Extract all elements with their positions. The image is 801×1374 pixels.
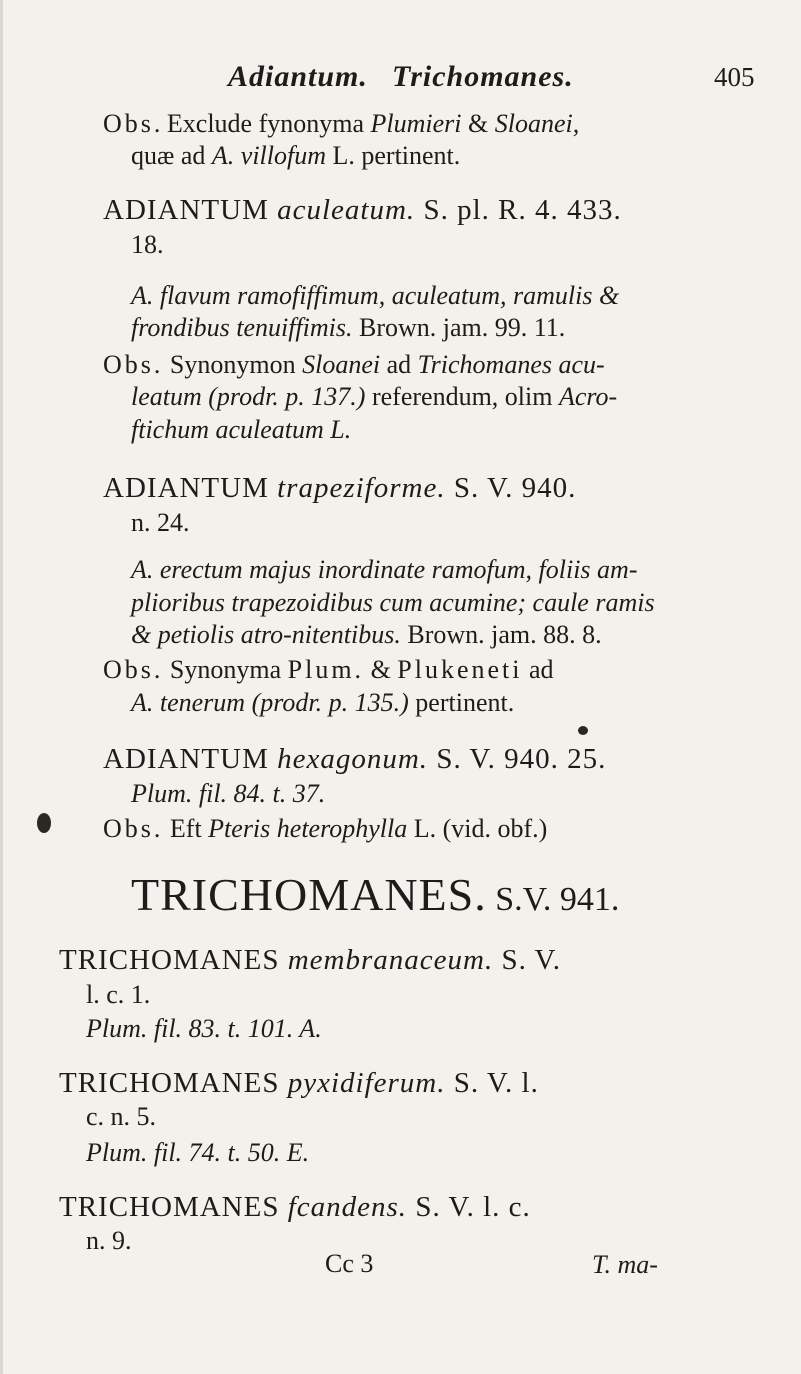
genus-name: ADIANTUM xyxy=(103,194,269,226)
ink-dot xyxy=(578,726,588,735)
section-heading-trichomanes xyxy=(131,869,620,920)
entry-heading-adiantum-trapeziforme xyxy=(103,474,576,503)
species-epithet: hexagonum. xyxy=(277,743,429,775)
obs-aculeatum-line-1 xyxy=(103,352,605,378)
obs-text: L. (vid. obf.) xyxy=(407,814,548,843)
obs-text: Synonyma xyxy=(163,655,288,684)
description-line-3 xyxy=(131,622,602,648)
plumier-reference: Plum. fil. 83. t. 101. A. xyxy=(86,1014,322,1043)
entry-heading-adiantum-aculeatum xyxy=(103,196,622,225)
description-text: frondibus tenuiffimis. xyxy=(131,313,353,342)
plumier-reference: Plum. fil. 74. t. 50. E. xyxy=(86,1138,310,1167)
reference: leatum (prodr. p. 137.) xyxy=(131,382,366,411)
obs-text: pertinent. xyxy=(408,688,515,717)
signature-mark: Cc 3 xyxy=(325,1249,374,1278)
description-line-1: A. flavum ramofiffimum, aculeatum, ramulis & xyxy=(131,281,620,310)
obs-line-1 xyxy=(103,111,579,137)
entry-heading-trichomanes-scandens xyxy=(59,1193,531,1222)
obs-text: ad xyxy=(522,655,554,684)
obs-text: Synonymon xyxy=(163,350,303,379)
species-epithet: aculeatum. xyxy=(277,194,416,226)
obs-text: Eft xyxy=(163,814,209,843)
heading-reference: S. V. 940. xyxy=(445,472,577,504)
author-name: Plum. xyxy=(287,655,365,684)
small-caps-run: bs xyxy=(124,109,154,138)
small-caps-run: O xyxy=(103,109,125,138)
reference: A. tenerum (prodr. p. 135.) xyxy=(131,688,409,717)
page-number: 405 xyxy=(714,62,755,92)
italic-run: Sloanei, xyxy=(494,109,580,138)
catchword: T. ma- xyxy=(592,1250,658,1279)
obs-label: Obs. xyxy=(103,655,164,684)
ink-blot xyxy=(37,813,51,833)
citation: Brown. jam. 99. 11. xyxy=(352,313,566,342)
obs-trapeziforme-line-2 xyxy=(131,690,514,716)
description-line-1: A. erectum majus inordinate ramofum, foliis am- xyxy=(131,555,638,584)
heading-continuation: n. 9. xyxy=(86,1226,132,1255)
obs-text: referendum, olim xyxy=(365,382,559,411)
obs-trapeziforme-line-1 xyxy=(103,657,554,683)
taxon-name: Trichomanes acu- xyxy=(417,350,605,379)
text-run: L. pertinent. xyxy=(325,141,461,170)
species-epithet: membranaceum. xyxy=(287,944,494,976)
description-text: & petiolis atro-nitentibus. xyxy=(131,620,401,649)
page-edge-shadow xyxy=(0,0,3,1374)
obs-label: Obs. xyxy=(103,350,164,379)
obs-text: ad xyxy=(380,350,418,379)
text-run: quæ ad xyxy=(131,141,212,170)
description-line-2 xyxy=(131,315,565,341)
heading-continuation: 18. xyxy=(131,230,164,259)
heading-continuation: c. n. 5. xyxy=(86,1102,157,1131)
obs-aculeatum-line-3: ftichum aculeatum L. xyxy=(131,415,352,444)
genus-name: ADIANTUM xyxy=(103,743,269,775)
taxon-name: Pteris heterophylla xyxy=(208,814,408,843)
italic-run: Plumieri xyxy=(370,109,462,138)
italic-run: A. villofum xyxy=(211,141,326,170)
text-run: & xyxy=(461,109,495,138)
section-reference: S.V. 941. xyxy=(486,881,620,918)
obs-line-2 xyxy=(131,143,460,169)
genus-name: TRICHOMANES xyxy=(59,1191,280,1223)
entry-heading-adiantum-hexagonum xyxy=(103,745,606,774)
genus-name: ADIANTUM xyxy=(103,472,269,504)
heading-continuation: n. 24. xyxy=(131,508,190,537)
heading-reference: S. pl. R. 4. 433. xyxy=(415,194,622,226)
obs-label: Obs. xyxy=(103,814,164,843)
genus-name: TRICHOMANES xyxy=(59,1067,280,1099)
species-epithet: pyxidiferum. xyxy=(287,1067,446,1099)
text-run: . Exclude fynonyma xyxy=(153,109,371,138)
author-name: Sloanei xyxy=(302,350,381,379)
citation: Brown. jam. 88. 8. xyxy=(400,620,602,649)
entry-heading-trichomanes-membranaceum xyxy=(59,946,561,975)
species-epithet: fcandens. xyxy=(287,1191,408,1223)
heading-reference: S. V. l. xyxy=(445,1067,539,1099)
entry-heading-trichomanes-pyxidiferum xyxy=(59,1069,539,1098)
plumier-reference: Plum. fil. 84. t. 37. xyxy=(131,779,326,808)
heading-reference: S. V. xyxy=(493,944,562,976)
obs-hexagonum xyxy=(103,816,547,842)
obs-text: & xyxy=(364,655,398,684)
heading-reference: S. V. 940. 25. xyxy=(428,743,607,775)
section-title: TRICHOMANES. xyxy=(131,869,487,920)
species-epithet: trapeziforme. xyxy=(277,472,446,504)
taxon-name: Acro- xyxy=(558,382,618,411)
description-line-2: plioribus trapezoidibus cum acumine; caule ramis xyxy=(131,588,655,617)
heading-continuation: l. c. 1. xyxy=(86,980,151,1009)
obs-aculeatum-line-2 xyxy=(131,384,617,410)
heading-reference: S. V. l. c. xyxy=(407,1191,531,1223)
author-name: Plukeneti xyxy=(397,655,523,684)
running-head-right: Trichomanes. xyxy=(392,60,574,93)
running-head-left: Adiantum. xyxy=(228,60,368,93)
genus-name: TRICHOMANES xyxy=(59,944,280,976)
